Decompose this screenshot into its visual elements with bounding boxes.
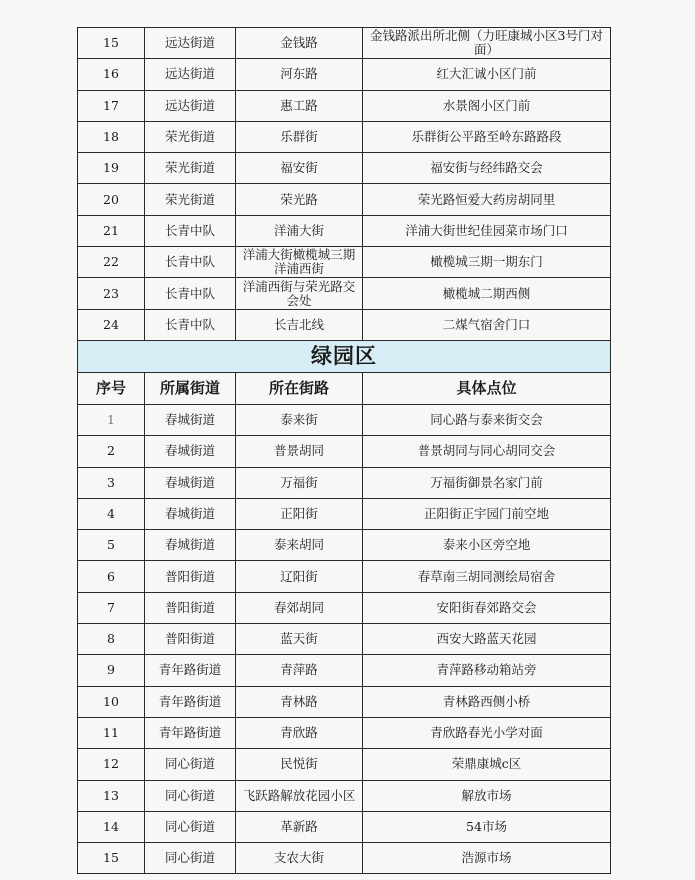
- cell-location: 同心路与泰来街交会: [363, 404, 611, 435]
- cell-street: 春城街道: [145, 436, 236, 467]
- table-row: [78, 717, 611, 748]
- cell-location: 水景阁小区门前: [363, 90, 611, 121]
- section-title: 绿园区: [78, 340, 611, 372]
- cell-street: 荣光街道: [145, 121, 236, 152]
- cell-no: 10: [78, 686, 145, 717]
- cell-no: 22: [78, 247, 145, 278]
- cell-location: 万福街御景名家门前: [363, 467, 611, 498]
- cell-no: 14: [78, 811, 145, 842]
- cell-location: 西安大路蓝天花园: [363, 624, 611, 655]
- cell-no: 21: [78, 215, 145, 246]
- cell-road: 青萍路: [236, 655, 363, 686]
- table-row: [78, 247, 611, 278]
- cell-road: 飞跃路解放花园小区: [236, 780, 363, 811]
- cell-location: 安阳街春郊路交会: [363, 592, 611, 623]
- cell-location: 荣光路恒爱大药房胡同里: [363, 184, 611, 215]
- cell-street: 青年路街道: [145, 686, 236, 717]
- cell-road: 革新路: [236, 811, 363, 842]
- cell-road: 乐群街: [236, 121, 363, 152]
- cell-no: 5: [78, 530, 145, 561]
- cell-street: 同心街道: [145, 843, 236, 874]
- cell-street: 普阳街道: [145, 624, 236, 655]
- table-row: [78, 686, 611, 717]
- top-table-body: [78, 28, 611, 341]
- cell-location: 54市场: [363, 811, 611, 842]
- header-street: 所属街道: [145, 372, 236, 404]
- table-row: [78, 121, 611, 152]
- cell-no: 1: [78, 404, 145, 435]
- cell-road: 河东路: [236, 59, 363, 90]
- cell-location: 福安街与经纬路交会: [363, 153, 611, 184]
- cell-street: 同心街道: [145, 749, 236, 780]
- table-row: [78, 592, 611, 623]
- cell-street: 同心街道: [145, 811, 236, 842]
- table-row: [78, 404, 611, 435]
- cell-no: 6: [78, 561, 145, 592]
- header-no: 序号: [78, 372, 145, 404]
- table-row: [78, 467, 611, 498]
- cell-no: 23: [78, 278, 145, 309]
- cell-no: 20: [78, 184, 145, 215]
- cell-no: 8: [78, 624, 145, 655]
- cell-street: 普阳街道: [145, 561, 236, 592]
- cell-road: 普景胡同: [236, 436, 363, 467]
- cell-location: 正阳街正宇园门前空地: [363, 498, 611, 529]
- table-row: [78, 624, 611, 655]
- cell-no: 17: [78, 90, 145, 121]
- cell-location: 洋浦大街世纪佳园菜市场门口: [363, 215, 611, 246]
- table-row: [78, 436, 611, 467]
- cell-street: 长青中队: [145, 215, 236, 246]
- cell-location: 金钱路派出所北侧（力旺康城小区3号门对面）: [363, 28, 611, 59]
- table-row: [78, 811, 611, 842]
- cell-street: 长青中队: [145, 278, 236, 309]
- lvyuan-section: [78, 340, 611, 404]
- table-row: [78, 28, 611, 59]
- cell-street: 普阳街道: [145, 592, 236, 623]
- table-row: [78, 749, 611, 780]
- cell-road: 民悦街: [236, 749, 363, 780]
- cell-road: 正阳街: [236, 498, 363, 529]
- cell-no: 15: [78, 843, 145, 874]
- cell-road: 青欣路: [236, 717, 363, 748]
- cell-road: 福安街: [236, 153, 363, 184]
- cell-location: 橄榄城二期西侧: [363, 278, 611, 309]
- cell-location: 普景胡同与同心胡同交会: [363, 436, 611, 467]
- table-row: [78, 59, 611, 90]
- bottom-table-body: [78, 404, 611, 873]
- cell-road: 支农大街: [236, 843, 363, 874]
- cell-street: 同心街道: [145, 780, 236, 811]
- header-row: [78, 372, 611, 404]
- cell-no: 24: [78, 309, 145, 340]
- cell-location: 青萍路移动箱站旁: [363, 655, 611, 686]
- cell-street: 长青中队: [145, 247, 236, 278]
- cell-road: 洋浦大街: [236, 215, 363, 246]
- cell-street: 荣光街道: [145, 184, 236, 215]
- cell-no: 12: [78, 749, 145, 780]
- table-row: [78, 780, 611, 811]
- cell-street: 青年路街道: [145, 655, 236, 686]
- cell-street: 远达街道: [145, 90, 236, 121]
- cell-road: 泰来街: [236, 404, 363, 435]
- cell-location: 春草南三胡同测绘局宿舍: [363, 561, 611, 592]
- cell-road: 青林路: [236, 686, 363, 717]
- cell-no: 19: [78, 153, 145, 184]
- cell-no: 4: [78, 498, 145, 529]
- cell-street: 远达街道: [145, 59, 236, 90]
- table-row: [78, 278, 611, 309]
- cell-location: 乐群街公平路至岭东路路段: [363, 121, 611, 152]
- cell-no: 18: [78, 121, 145, 152]
- header-road: 所在街路: [236, 372, 363, 404]
- table-row: [78, 309, 611, 340]
- cell-road: 洋浦西街与荣光路交会处: [236, 278, 363, 309]
- cell-no: 2: [78, 436, 145, 467]
- cell-location: 青林路西侧小桥: [363, 686, 611, 717]
- header-location: 具体点位: [363, 372, 611, 404]
- cell-no: 13: [78, 780, 145, 811]
- cell-street: 长青中队: [145, 309, 236, 340]
- cell-road: 长吉北线: [236, 309, 363, 340]
- table-row: [78, 215, 611, 246]
- cell-road: 辽阳街: [236, 561, 363, 592]
- cell-no: 3: [78, 467, 145, 498]
- cell-street: 春城街道: [145, 530, 236, 561]
- cell-location: 荣鼎康城c区: [363, 749, 611, 780]
- locations-table: [77, 27, 611, 874]
- cell-road: 蓝天街: [236, 624, 363, 655]
- cell-road: 金钱路: [236, 28, 363, 59]
- cell-street: 春城街道: [145, 467, 236, 498]
- cell-street: 荣光街道: [145, 153, 236, 184]
- table-row: [78, 90, 611, 121]
- cell-no: 16: [78, 59, 145, 90]
- cell-street: 春城街道: [145, 404, 236, 435]
- table-row: [78, 655, 611, 686]
- cell-location: 青欣路春光小学对面: [363, 717, 611, 748]
- table-row: [78, 184, 611, 215]
- table-row: [78, 561, 611, 592]
- cell-road: 洋浦大街橄榄城三期洋浦西街: [236, 247, 363, 278]
- cell-location: 红大汇诚小区门前: [363, 59, 611, 90]
- cell-street: 青年路街道: [145, 717, 236, 748]
- cell-no: 15: [78, 28, 145, 59]
- table-row: [78, 153, 611, 184]
- cell-location: 泰来小区旁空地: [363, 530, 611, 561]
- cell-road: 泰来胡同: [236, 530, 363, 561]
- section-title-row: [78, 340, 611, 372]
- cell-location: 橄榄城三期一期东门: [363, 247, 611, 278]
- cell-street: 远达街道: [145, 28, 236, 59]
- cell-location: 浩源市场: [363, 843, 611, 874]
- table-row: [78, 530, 611, 561]
- cell-road: 万福街: [236, 467, 363, 498]
- cell-street: 春城街道: [145, 498, 236, 529]
- cell-road: 春郊胡同: [236, 592, 363, 623]
- cell-road: 惠工路: [236, 90, 363, 121]
- table-row: [78, 498, 611, 529]
- cell-location: 解放市场: [363, 780, 611, 811]
- cell-no: 11: [78, 717, 145, 748]
- table-row: [78, 843, 611, 874]
- cell-road: 荣光路: [236, 184, 363, 215]
- cell-no: 7: [78, 592, 145, 623]
- cell-no: 9: [78, 655, 145, 686]
- cell-location: 二煤气宿舍门口: [363, 309, 611, 340]
